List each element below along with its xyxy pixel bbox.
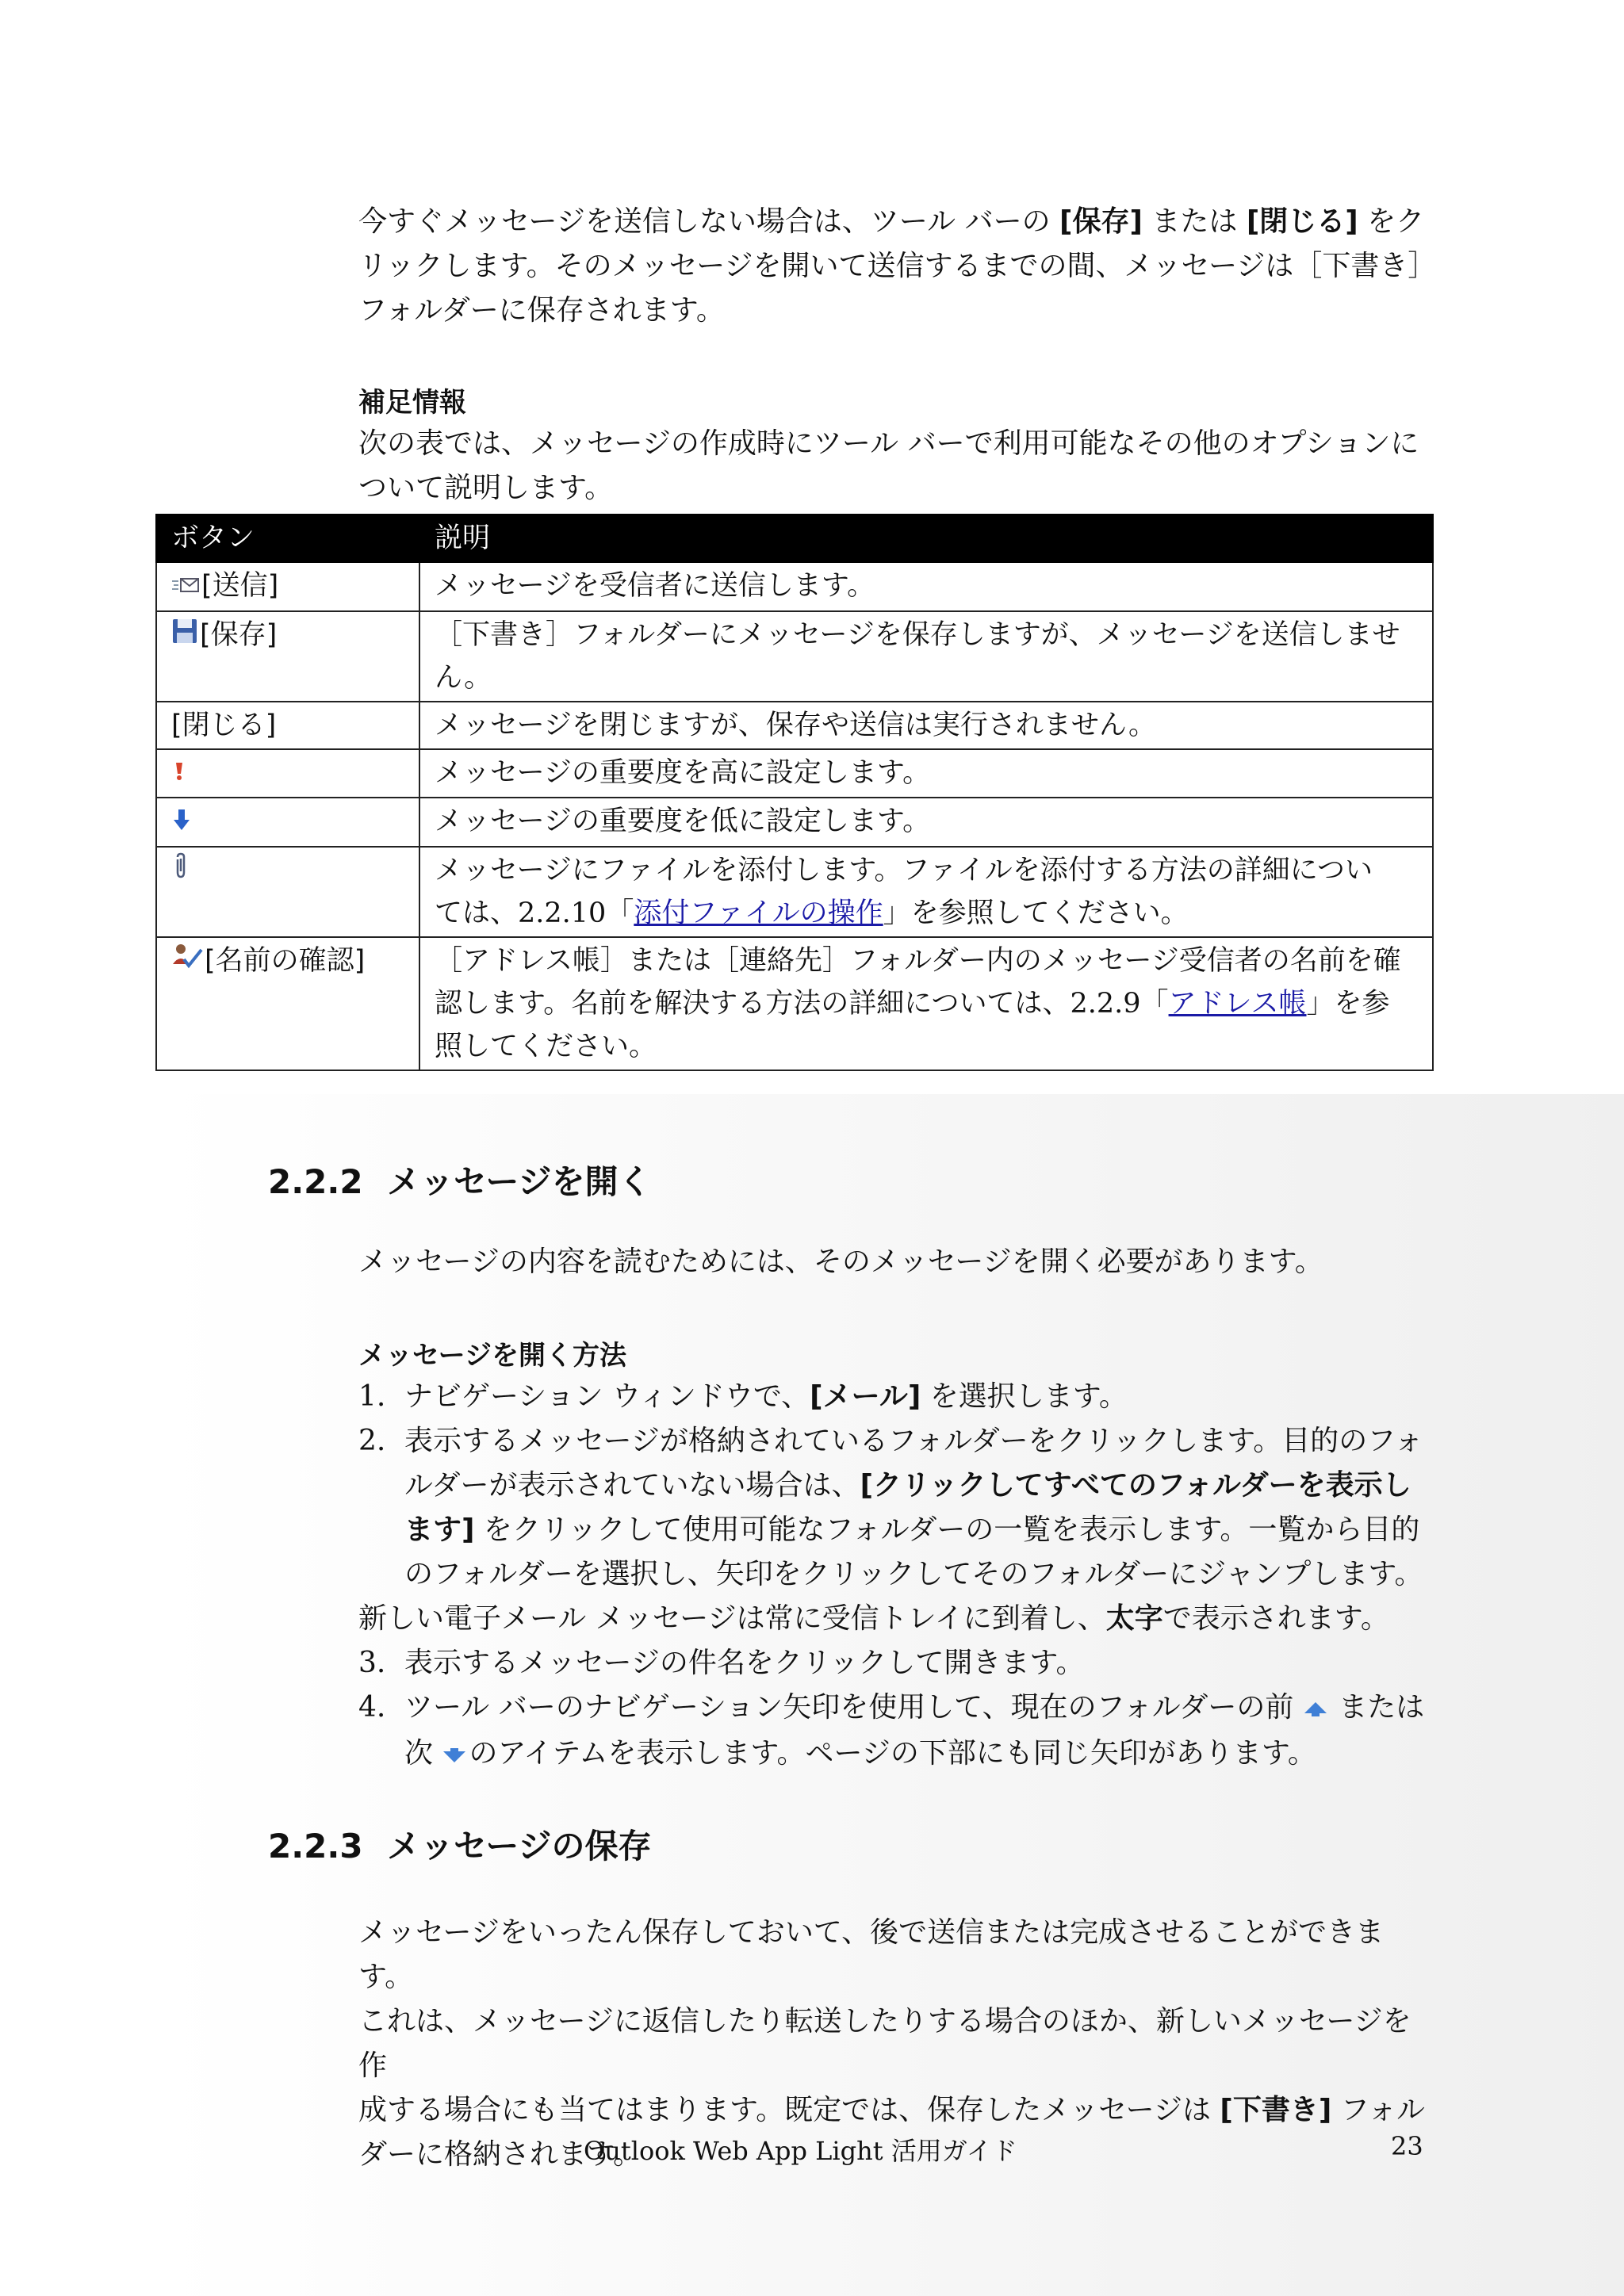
list-item <box>358 1375 1437 1419</box>
list-number: 2. <box>358 1425 386 1457</box>
page-number: 23 <box>1391 2131 1423 2161</box>
table-row <box>156 937 1433 1070</box>
save-label-ref: [保存] <box>1059 205 1143 238</box>
paperclip-icon <box>171 850 190 893</box>
description-line: 照してください。 <box>435 1030 657 1062</box>
intro-text: 今すぐメッセージを送信しない場合は、ツール バーの <box>358 205 1060 238</box>
supplement-line-2: ついて説明します。 <box>358 472 614 504</box>
intro-text: または <box>1142 205 1247 238</box>
button-label: [送信] <box>201 570 279 602</box>
table-row <box>156 749 1433 798</box>
footer-title: Outlook Web App Light 活用ガイド <box>584 2136 1017 2166</box>
description-text: 」を参照してください。 <box>883 897 1189 929</box>
note-text: で表示されます。 <box>1162 1602 1389 1635</box>
button-label: [閉じる] <box>171 709 277 741</box>
close-label-ref: [閉じる] <box>1246 205 1358 238</box>
supplement-heading: 補足情報 <box>358 387 466 419</box>
show-all-folders-ref: ます] <box>404 1513 475 1546</box>
step-line: のフォルダーを選択し、矢印をクリックしてそのフォルダーにジャンプします。 <box>404 1558 1423 1590</box>
description-cell: ［下書き］フォルダーにメッセージを保存しますが、メッセージを送信しません。 <box>419 611 1433 702</box>
step-text: または <box>1329 1691 1425 1724</box>
description-text: 」を参 <box>1306 987 1390 1020</box>
button-cell <box>156 749 419 798</box>
description-cell <box>419 937 1433 1070</box>
table-row <box>156 798 1433 847</box>
description-line: メッセージにファイルを添付します。ファイルを添付する方法の詳細につい <box>435 854 1373 886</box>
section-number: 2.2.2 <box>268 1162 363 1201</box>
intro-line-2: リックします。そのメッセージを開いて送信するまでの間、メッセージは［下書き］ <box>358 250 1437 282</box>
section-title: メッセージを開く <box>387 1162 652 1201</box>
next-item-arrow-icon <box>442 1733 467 1777</box>
step-text: ツール バーのナビゲーション矢印を使用して、現在のフォルダーの前 <box>404 1691 1303 1724</box>
header-description: 説明 <box>419 515 1433 562</box>
check-names-icon <box>171 940 203 983</box>
show-all-folders-ref: [クリックしてすべてのフォルダーを表示し <box>860 1469 1411 1502</box>
intro-line-3: フォルダーに保存されます。 <box>358 294 725 327</box>
note-text: 新しい電子メール メッセージは常に受信トレイに到着し、 <box>358 1602 1106 1635</box>
button-cell <box>156 562 419 611</box>
steps-list <box>358 1375 1437 1777</box>
save-line-1: メッセージをいったん保存しておいて、後で送信または完成させることができます。 <box>358 1916 1385 1993</box>
button-label: [保存] <box>200 618 278 651</box>
button-label: [名前の確認] <box>205 944 366 977</box>
description-text: 認します。名前を解決する方法の詳細については、2.2.9「 <box>435 987 1169 1020</box>
bold-word: 太字 <box>1105 1602 1163 1635</box>
intro-paragraph <box>358 200 1437 333</box>
step-text: 表示するメッセージの件名をクリックして開きます。 <box>404 1647 1085 1679</box>
mail-label-ref: [メール] <box>810 1380 921 1413</box>
address-book-link[interactable]: アドレス帳 <box>1168 987 1307 1020</box>
step-text: ルダーが表示されていない場合は、 <box>404 1469 860 1502</box>
step-line <box>404 1508 1437 1552</box>
step-text: ナビゲーション ウィンドウで、 <box>404 1380 810 1413</box>
high-importance-icon <box>171 752 187 795</box>
description-cell: メッセージを閉じますが、保存や送信は実行されません。 <box>419 702 1433 749</box>
list-item <box>358 1686 1437 1777</box>
section-heading-2-2-2 <box>268 1156 651 1203</box>
step-line <box>404 1732 1437 1777</box>
save-text: 成する場合にも当てはまります。既定では、保存したメッセージは <box>358 2094 1220 2126</box>
step-text: 次 <box>404 1737 442 1770</box>
list-number: 4. <box>358 1691 386 1724</box>
table-row <box>156 562 1433 611</box>
list-item <box>358 1419 1437 1597</box>
description-line <box>435 982 1418 1025</box>
toolbar-options-table <box>155 514 1434 1071</box>
table-row <box>156 611 1433 702</box>
list-number: 1. <box>358 1380 386 1413</box>
intro-line-1 <box>358 200 1437 244</box>
supplement-paragraph <box>358 422 1437 511</box>
drafts-label-ref: [下書き] <box>1220 2094 1332 2126</box>
table-header-row <box>156 515 1433 562</box>
table-row <box>156 702 1433 749</box>
intro-text: をク <box>1358 205 1425 238</box>
button-cell <box>156 847 419 937</box>
description-cell: メッセージの重要度を低に設定します。 <box>419 798 1433 847</box>
save-line-2: これは、メッセージに返信したり転送したりする場合のほか、新しいメッセージを作 <box>358 2005 1411 2082</box>
description-cell <box>419 847 1433 937</box>
supplement-line-1: 次の表では、メッセージの作成時にツール バーで利用可能なその他のオプションに <box>358 427 1419 460</box>
save-line-3 <box>358 2088 1437 2133</box>
table-row <box>156 847 1433 937</box>
step-line: 表示するメッセージが格納されているフォルダーをクリックします。目的のフォ <box>404 1425 1423 1457</box>
section-heading-2-2-3 <box>268 1820 651 1868</box>
step-text: のアイテムを表示します。ページの下部にも同じ矢印があります。 <box>469 1737 1316 1770</box>
send-icon <box>171 566 200 609</box>
description-cell: メッセージの重要度を高に設定します。 <box>419 749 1433 798</box>
description-cell: メッセージを受信者に送信します。 <box>419 562 1433 611</box>
button-cell <box>156 611 419 702</box>
description-line: ［アドレス帳］または［連絡先］フォルダー内のメッセージ受信者の名前を確 <box>435 944 1401 977</box>
previous-item-arrow-icon <box>1303 1687 1328 1732</box>
description-text: ては、2.2.10「 <box>435 897 634 929</box>
section-title: メッセージの保存 <box>387 1827 652 1866</box>
step-line <box>404 1464 1437 1508</box>
header-button: ボタン <box>156 515 419 562</box>
howto-heading: メッセージを開く方法 <box>358 1340 626 1372</box>
save-text: フォル <box>1331 2094 1425 2126</box>
list-item <box>358 1641 1437 1686</box>
save-disk-icon <box>171 614 198 657</box>
button-cell <box>156 798 419 847</box>
step-line <box>404 1686 1437 1732</box>
save-line-4: ダーに格納されます。 <box>358 2138 642 2171</box>
button-cell <box>156 937 419 1070</box>
list-number: 3. <box>358 1647 386 1679</box>
step-text: を選択します。 <box>921 1380 1128 1413</box>
inbox-note <box>358 1597 1437 1641</box>
step-text: をクリックして使用可能なフォルダーの一覧を表示します。一覧から目的 <box>474 1513 1420 1546</box>
low-importance-icon <box>171 802 192 844</box>
attachments-link[interactable]: 添付ファイルの操作 <box>634 897 883 929</box>
button-cell <box>156 702 419 749</box>
description-line <box>435 892 1418 935</box>
section-number: 2.2.3 <box>268 1827 363 1866</box>
open-message-intro: メッセージの内容を読むためには、そのメッセージを開く必要があります。 <box>358 1246 1323 1278</box>
